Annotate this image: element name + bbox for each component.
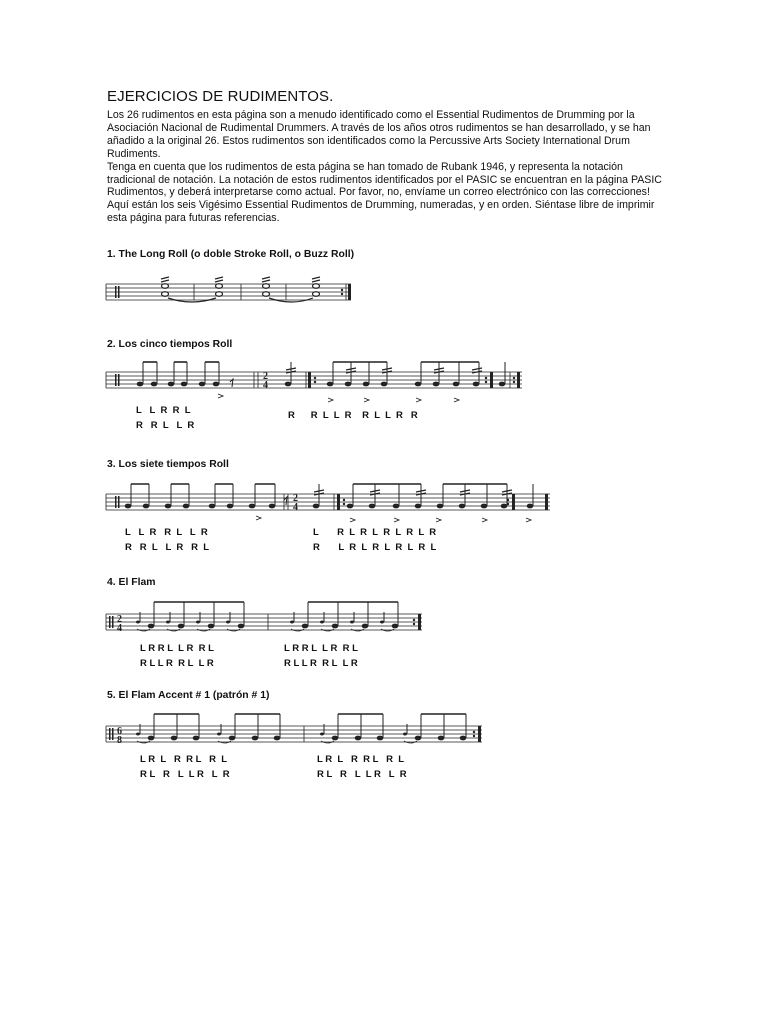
exercise-4-staff [106,598,426,642]
exercise-4-sticking-a2: R L L R R L L R [140,658,214,669]
exercise-3-heading: 3. Los siete tiempos Roll [107,459,229,470]
svg-text:4: 4 [263,380,268,391]
exercise-3-staff [106,478,556,526]
exercise-5-sticking-b1: L R L R R L R L [317,754,405,765]
exercise-3-sticking-b1: L R L R L R L R L R [313,527,437,538]
svg-text:2: 2 [263,371,268,382]
exercise-2-heading: 2. Los cinco tiempos Roll [107,339,233,350]
svg-text:2: 2 [117,614,122,625]
intro-text [107,109,667,225]
svg-text:6: 6 [117,726,122,737]
exercise-2-sticking-a1: L L R R L [136,405,191,416]
intro-paragraph-2: Tenga en cuenta que los rudimentos de esta página se han tomado de Rubank 1946, y representa la notación tradicional de notación. La notación de estos rudimentos identificados por el PASIC se encuentran en la página PASIC Rudimentos, y deberá interpretarse como actual. Por favor, no, envíame un correo electrónico con las correcciones! [107,160,662,199]
exercise-5-sticking-b2: R L R L L R L R [317,769,407,780]
exercise-3-sticking-b2: R L R L R L R L R L [313,542,437,553]
exercise-4-sticking-b1: L R R L L R R L [284,643,358,654]
intro-paragraph-1: Los 26 rudimentos en esta página son a menudo identificado como el Essential Rudimentos de Drumming por la Asociación Nacional de Rudimental Drummers. A través de los años otros rudimentos se han desarrollado, y se han añadido a la original 26. Estos rudimentos son identificados como la Percussive Arts Society International Drum Rudiments. [107,109,651,160]
exercise-5-heading: 5. El Flam Accent # 1 (patrón # 1) [107,690,270,701]
exercise-5-staff [106,710,486,754]
exercise-3-sticking-a2: R R L L R R L [125,542,210,553]
exercise-5-sticking-a2: R L R L L R L R [140,769,230,780]
exercise-2-staff [106,358,526,404]
exercise-5-sticking-a1: L R L R R L R L [140,754,228,765]
svg-text:4: 4 [293,502,298,513]
exercise-1-heading: 1. The Long Roll (o doble Stroke Roll, o Buzz Roll) [107,249,355,260]
exercise-3-sticking-a1: L L R R L L R [125,527,208,538]
svg-text:2: 2 [293,493,298,504]
intro-paragraph-3: Aquí están los seis Vigésimo Essential Rudimentos de Drumming, numeradas, y en orden. Siéntase libre de imprimir esta página para futuras referencias. [107,199,655,225]
page-title: EJERCICIOS DE RUDIMENTOS. [107,88,334,105]
exercise-2-sticking-b1: R R L L R R L L R R [288,410,418,421]
exercise-4-sticking-b2: R L L R R L L R [284,658,358,669]
svg-text:4: 4 [117,623,122,634]
exercise-4-sticking-a1: L R R L L R R L [140,643,214,654]
exercise-4-heading: 4. El Flam [107,577,156,588]
svg-text:8: 8 [117,735,122,746]
exercise-1-staff [106,276,356,316]
exercise-2-sticking-a2: R R L L R [136,420,195,431]
